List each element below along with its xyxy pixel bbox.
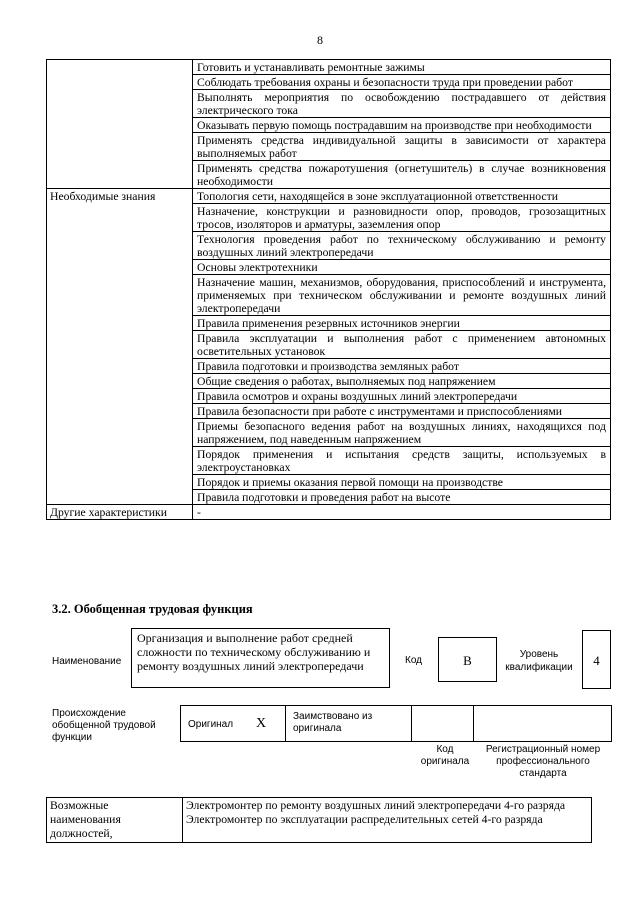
requirement-cell: Правила подготовки и производства земляных работ: [193, 359, 611, 374]
requirement-cell: Правила безопасности при работе с инструментами и приспособлениями: [193, 404, 611, 419]
requirement-cell: Правила эксплуатации и выполнения работ с применением автономных осветительных установок: [193, 331, 611, 359]
code-box: [438, 637, 497, 682]
section-title: 3.2. Обобщенная трудовая функция: [52, 602, 253, 616]
requirement-cell: Выполнять мероприятия по освобождению пострадавшего от действия электрического тока: [193, 90, 611, 118]
positions-values: [183, 798, 592, 843]
function-name-box: [131, 628, 390, 688]
code-original-caption: Код оригинала: [420, 744, 470, 767]
positions-label: Возможные наименования должностей,: [47, 798, 183, 843]
requirement-cell: Применять средства индивидуальной защиты в зависимости от характера выполняемых работ: [193, 133, 611, 161]
requirement-cell: Правила применения резервных источников энергии: [193, 316, 611, 331]
requirement-cell: Применять средства пожаротушения (огнетушитель) в случае возникновения необходимости: [193, 161, 611, 189]
original-cell: [180, 705, 286, 742]
requirement-cell: Порядок применения и испытания средств защиты, используемых в электроустановках: [193, 447, 611, 475]
requirement-cell: Правила осмотров и охраны воздушных линий электропередачи: [193, 389, 611, 404]
other-value: -: [193, 505, 611, 520]
position-item: Электромонтер по эксплуатации распределительных сетей 4-го разряда: [186, 813, 543, 826]
level-box: [582, 630, 611, 689]
requirement-cell: Правила подготовки и проведения работ на высоте: [193, 490, 611, 505]
name-label: Наименование: [52, 656, 122, 667]
code-original-cell: [411, 705, 474, 742]
function-name-value: Организация и выполнение работ средней сложности по техническому обслуживанию и ремонту воздушных линий электропередачи: [137, 631, 371, 673]
requirement-cell: Приемы безопасного ведения работ на воздушных линиях, находящихся под напряжением, под наведенным напряжением: [193, 419, 611, 447]
requirement-cell: Соблюдать требования охраны и безопасности труда при проведении работ: [193, 75, 611, 90]
code-value: B: [463, 653, 472, 668]
requirement-cell: Назначение, конструкции и разновидности опор, проводов, грозозащитных тросов, изоляторов и арматуры, заземления опор: [193, 204, 611, 232]
skills-knowledge-table: [46, 59, 611, 520]
requirement-cell: Основы электротехники: [193, 260, 611, 275]
knowledge-row: [47, 189, 611, 204]
level-value: 4: [593, 653, 600, 668]
borrowed-label: Заимствовано из оригинала: [293, 711, 373, 734]
requirement-cell: Топология сети, находящейся в зоне эксплуатационной ответственности: [193, 189, 611, 204]
level-label: Уровень квалификации: [505, 649, 573, 673]
requirement-cell: Общие сведения о работах, выполняемых под напряжением: [193, 374, 611, 389]
requirement-cell: Назначение машин, механизмов, оборудования, приспособлений и инструмента, применяемых при техническом обслуживании и ремонте воздушных линий электропередачи: [193, 275, 611, 316]
requirement-cell: Технология проведения работ по техническому обслуживанию и ремонту воздушных линий электропередачи: [193, 232, 611, 260]
original-mark: X: [256, 716, 267, 731]
skill-row: [47, 60, 611, 75]
category-cell: Необходимые знания: [47, 189, 193, 505]
requirement-cell: Порядок и приемы оказания первой помощи на производстве: [193, 475, 611, 490]
origin-label: Происхождение обобщенной трудовой функции: [52, 708, 156, 743]
category-cell: [47, 60, 193, 189]
other-label: Другие характеристики: [47, 505, 193, 520]
other-row: [47, 505, 611, 520]
requirement-cell: Готовить и устанавливать ремонтные зажимы: [193, 60, 611, 75]
positions-table: [46, 797, 592, 843]
requirement-cell: Оказывать первую помощь пострадавшим на производстве при необходимости: [193, 118, 611, 133]
code-label: Код: [405, 655, 423, 666]
original-label: Оригинал: [188, 719, 234, 730]
reg-number-caption: Регистрационный номер профессионального стандарта: [485, 744, 601, 779]
position-item: Электромонтер по ремонту воздушных линий электропередачи 4-го разряда: [186, 799, 566, 812]
borrowed-cell: [285, 705, 412, 742]
reg-number-cell: [473, 705, 612, 742]
page-number: 8: [317, 33, 323, 47]
